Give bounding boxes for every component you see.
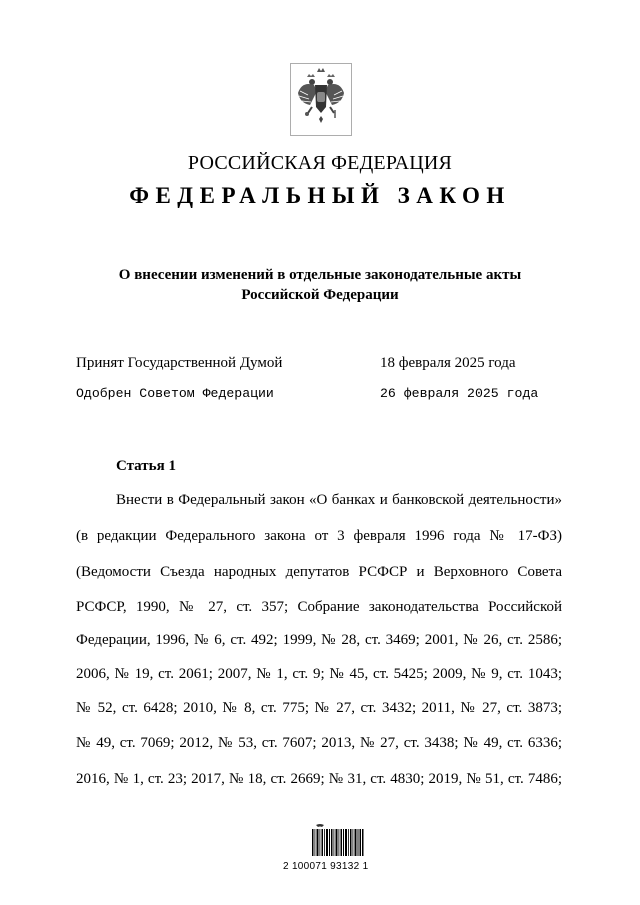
article-text-line: Федерации, 1996, № 6, ст. 492; 1999, № 28, ст. 3469; 2001, № 26, ст. 2586; (76, 632, 562, 648)
article-text-line: РСФСР, 1990, № 27, ст. 357; Собрание законодательства Российской (76, 599, 562, 615)
article-text-line: (в редакции Федерального закона от 3 февраля 1996 года № 17-ФЗ) (76, 528, 562, 544)
article-text-line: 2016, № 1, ст. 23; 2017, № 18, ст. 2669; № 31, ст. 4830; 2019, № 51, ст. 7486; (76, 771, 562, 787)
duma-adoption-date: 18 февраля 2025 года (380, 355, 516, 371)
duma-adoption-label: Принят Государственной Думой (76, 355, 283, 371)
law-title-line: Российской Федерации (241, 287, 399, 303)
article-text-line: (Ведомости Съезда народных депутатов РСФСР и Верховного Совета (76, 564, 562, 580)
article-text-line: 2006, № 19, ст. 2061; 2007, № 1, ст. 9; № 45, ст. 5425; 2009, № 9, ст. 1043; (76, 666, 562, 682)
law-title (70, 265, 570, 305)
country-name: РОССИЙСКАЯ ФЕДЕРАЦИЯ (187, 152, 453, 174)
barcode (312, 822, 364, 856)
article-heading: Статья 1 (116, 458, 176, 474)
coat-of-arms-emblem (290, 63, 352, 136)
council-approval-label: Одобрен Советом Федерации (76, 386, 274, 401)
document-type: ФЕДЕРАЛЬНЫЙ ЗАКОН (129, 183, 511, 208)
article-text-line: № 52, ст. 6428; 2010, № 8, ст. 775; № 27, ст. 3432; 2011, № 27, ст. 3873; (76, 700, 562, 716)
barcode-number: 2 100071 93132 1 (283, 861, 369, 872)
article-text-line: № 49, ст. 7069; 2012, № 53, ст. 7607; 2013, № 27, ст. 3438; № 49, ст. 6336; (76, 735, 562, 751)
council-approval-date: 26 февраля 2025 года (380, 386, 539, 401)
article-text-line: Внести в Федеральный закон «О банках и банковской деятельности» (116, 492, 562, 508)
law-title-line: О внесении изменений в отдельные законодательные акты (118, 267, 522, 283)
